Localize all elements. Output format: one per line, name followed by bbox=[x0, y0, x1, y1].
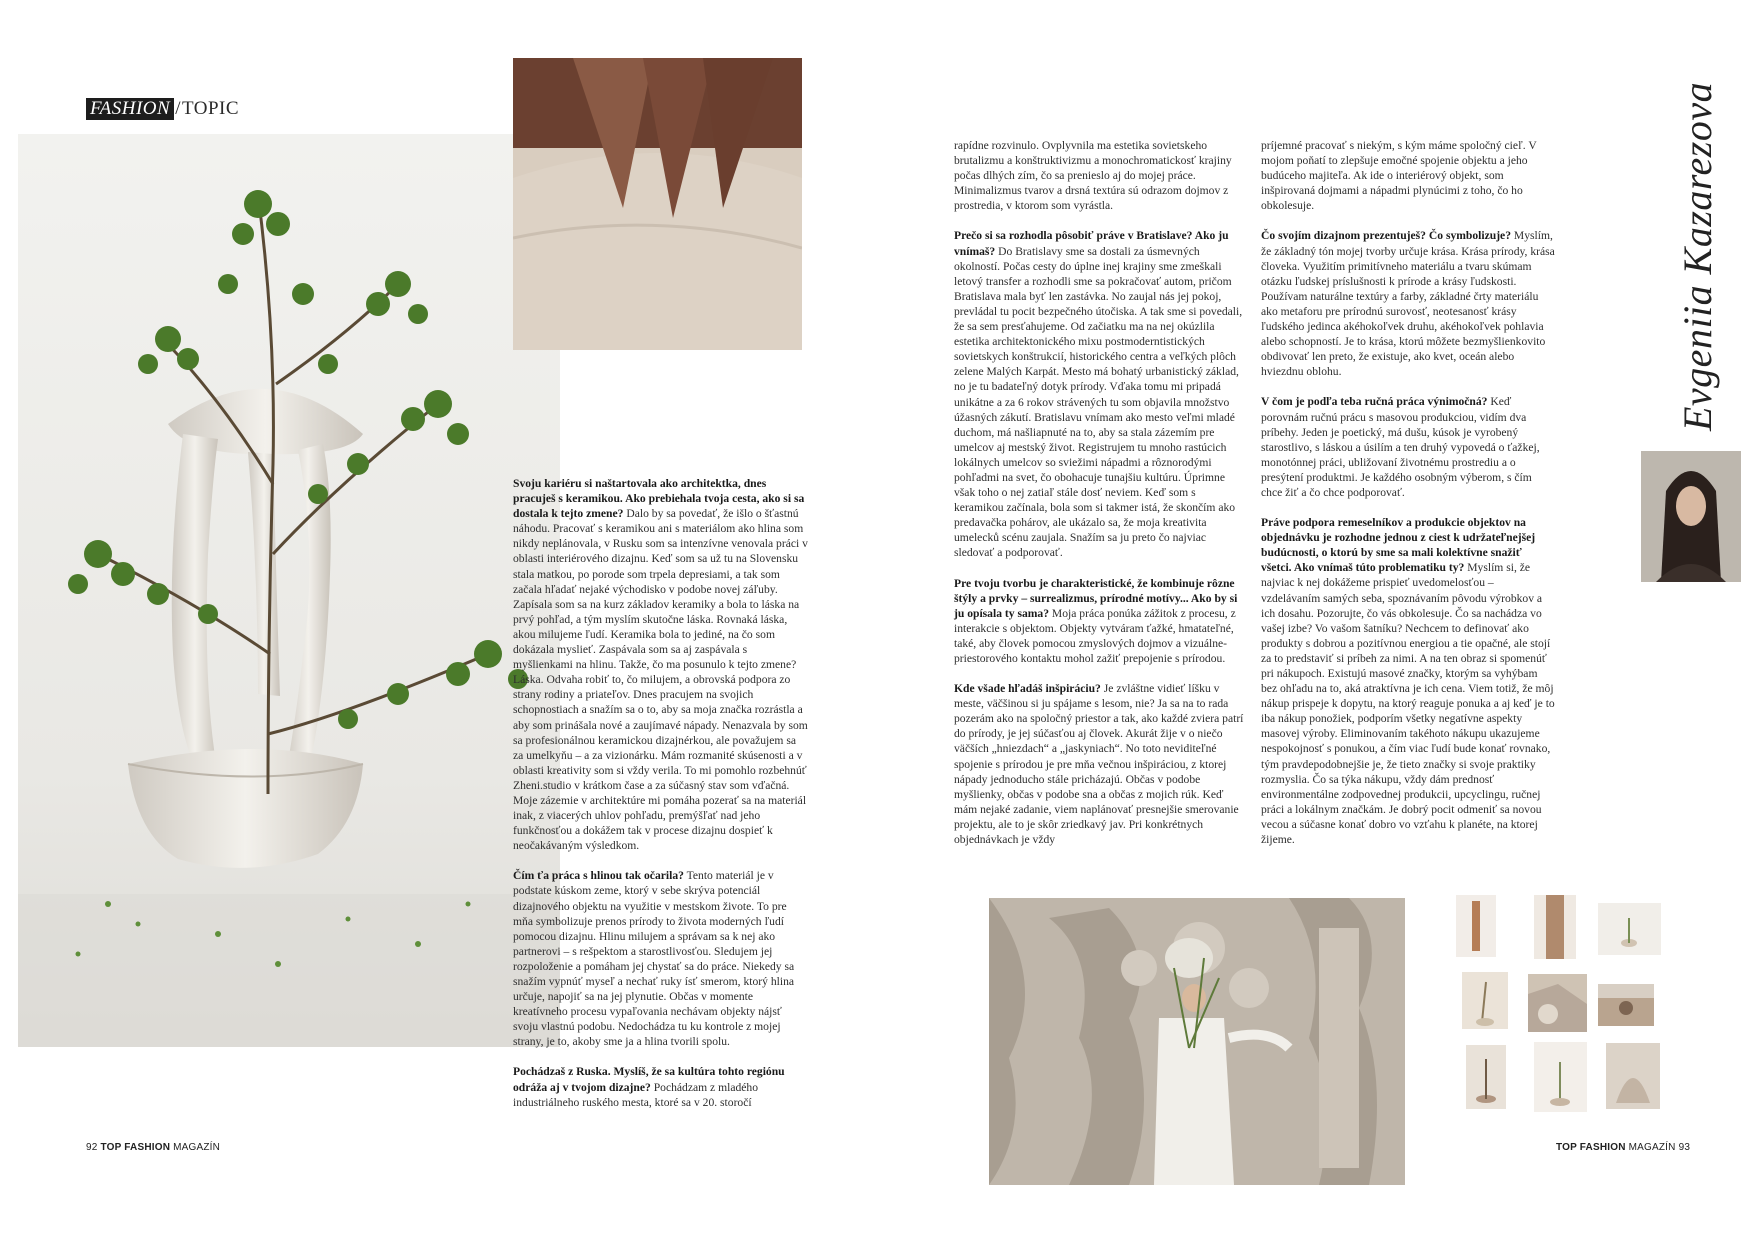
qa-block bbox=[1261, 394, 1555, 500]
answer-text: Myslím si, že najviac k nej dokážeme prispieť uvedomelosťou – vzdelávaním samých seba, spoznávaním pôvodu výrobkov a ich dosahu. Pozorujte, čo vás obkolesuje. Čo sa nachádza vo vašej izbe? Vo vašom šatníku? Nechcem to definovať ako produkty s dobrou a pozitívnou energiou a tie opačné, ale stojí za to predstaviť si príbeh za nimi. A na ten obraz si spomenúť pri nákupoch. Existujú masové značky, ktorým sa vyhýbam bez ohľadu na to, aká atraktívna je ich cena. Viem totiž, že môj nákup prispeje k dopytu, na ktorý reaguje ponuka a aj keď je to iba nákup ponožiek, podporím všetky negatívne aspekty masovej výroby. Eliminovaním takéhoto nákupu ukazujeme nespokojnosť s ponukou, a čím viac ľudí bude konať rovnako, tým pravdepodobnejšie je, že tieto značky si svoje praktiky rozmyslia. Čo sa týka nákupu, vždy dám prednosť environmentálne zodpovednej produkcii, upcyclingu, ručnej práci a lokálnym značkám. Je dobrý pocit odmeniť sa novou vecou a súčasne konať dobro vo vzťahu k planéte, na ktorej žijeme. bbox=[1261, 561, 1555, 847]
article-column-left bbox=[513, 476, 809, 1116]
answer-text: Pochádzam z mladého industriálneho ruského mesta, ktoré sa v 20. storočí bbox=[513, 1080, 759, 1109]
gallery-item bbox=[1534, 1042, 1587, 1112]
page-number: 92 bbox=[86, 1142, 98, 1153]
qa-block bbox=[954, 681, 1244, 847]
article-column-middle bbox=[954, 138, 1244, 863]
question-text: Čo svojím dizajnom prezentuješ? Čo symbolizuje? bbox=[1261, 229, 1511, 243]
qa-block bbox=[1261, 515, 1555, 847]
section-topic: TOPIC bbox=[182, 98, 240, 119]
relief-wall-photo bbox=[989, 898, 1405, 1185]
qa-block bbox=[954, 576, 1244, 667]
gallery-item bbox=[1462, 972, 1508, 1029]
qa-block bbox=[1261, 228, 1555, 379]
answer-text: Je zvláštne vidieť líšku v meste, väčšinou si ju spájame s lesom, nie? Ja sa na to rada pozerám ako na spoločný priestor a tak, ako každé zviera patrí do prírody, je jej súčasťou aj človek. Akurát žije v o niečo väčších „hniezdach“ a „jaskyniach“. No toto neviditeľné spojenie s prírodou je pre mňa večnou inšpiráciou, z ktorej nápady jednoducho stále pricházajú. Občas v podobe myšlienky, občas v podobe sna a občas z mojich rúk. Keď mám nejaké zadanie, viem naplánovať presnejšie smerovanie projektu, ale to je skôr zriedkavý jav. Pri konkrétnych objednávkach je vždy bbox=[954, 682, 1244, 847]
designer-name-text: Evgeniia Kazarezova bbox=[1675, 81, 1720, 431]
gallery-item bbox=[1466, 1045, 1506, 1109]
qa-block bbox=[513, 476, 809, 853]
footer-right bbox=[1556, 1142, 1690, 1153]
designer-name bbox=[1662, 81, 1722, 436]
qa-block bbox=[954, 228, 1244, 560]
section-label bbox=[86, 98, 239, 120]
qa-block bbox=[954, 138, 1244, 213]
question-text: Pre tvoju tvorbu je charakteristické, že kombinuje rôzne štýly a prvky – surrealizmus, prírodné motívy... Ako by si ju opísala ty sama? bbox=[954, 576, 1238, 620]
answer-text: Do Bratislavy sme sa dostali za úsmevných okolností. Počas cesty do úplne inej krajiny sme zmeškali letový transfer a rozhodli sme sa pokračovať autom, pričom Bratislava mala byť len zastávka. No zaujal nás jej pokoj, prevládal tu pocit bezpečného útočiska. A tak sme si povedali, že sa sem presťahujeme. Od začiatku ma na nej okúzlila estetika architektonického mixu postmoderntistických sovietskych konštrukcií, historického centra a veľkých plôch zelene Malých Karpát. Mesto má bohatý urbanistický základ, no je tu badateľný dotyk prírody. Vďaka tomu mi pripadá unikátne a za 6 rokov strávených tu som objavila množstvo úžasných zákutí. Bratislavu vnímam ako mesto veľmi mladé duchom, má našliapnuté na to, aby sa stala zázemím pre umelcov aj mestský život. Registrujem tu mnoho rastúcich lokálnych umelcov so sviežimi nápadmi a rôznorodými pohľadmi na svet, čo obohacuje tunajšiu kultúru. Úprimne však toho o nej zatiaľ stále dosť neviem. Keď som s keramikou začínala, bola som si takmer istá, že skončím ako predavačka pohárov, ale ukázalo sa, že moja kreativita umelecků scénu zaujala. Snažím sa ju preto čo najviac sledovať a podporovať. bbox=[954, 244, 1243, 560]
question-text: Práve podpora remeselníkov a produkcie objektov na objednávku je rozhodne jednou z ciest k udržateľnejšej budúcnosti, o ktorú by sme sa mali kolektívne snažiť všetci. Ako vnímaš túto problematiku ty? bbox=[1261, 516, 1536, 575]
footer-left bbox=[86, 1142, 220, 1153]
magazine-suffix: MAGAZÍN bbox=[1628, 1142, 1676, 1153]
ceramic-sculpture-photo bbox=[18, 134, 560, 1047]
question-text: Kde všade hľadáš inšpiráciu? bbox=[954, 682, 1101, 696]
designer-portrait bbox=[1641, 451, 1741, 582]
gallery-item bbox=[1528, 974, 1587, 1032]
answer-text: Moja práca ponúka zážitok z procesu, z interakcie s objektom. Objekty vytváram ťažké, hmatateľné, také, aby človek pomocou zmyslových dojmov a vizuálne-priestorového kontaktu mohol zažiť prepojenie s prírodou. bbox=[954, 606, 1236, 665]
page-number: 93 bbox=[1678, 1142, 1691, 1153]
answer-text: Myslím, že základný tón mojej tvorby určuje krása. Krása prírody, krása človeka. Využitím primitívneho materiálu a tvaru skúmam otázku ľudskej príslušnosti k prírode a krásy ľudskosti. Používam naturálne textúry a farby, základné črty materiálu ako metaforu pre prírodnú surovosť, neotesanosť krásy ľudského jedinca akéhokoľvek druhu, akéhokoľvek pohlavia alebo schopností. Je to krása, ktorú môžete bezmyšlienkovito obdivovať len preto, že existuje, ako kvet, oceán alebo hviezdnu oblohu. bbox=[1261, 229, 1555, 379]
question-text: Svoju kariéru si naštartovala ako architektka, dnes pracuješ s keramikou. Ako prebiehala tvoja cesta, ako si sa dostala k tejto zmene? bbox=[513, 477, 805, 521]
magazine-suffix: MAGAZÍN bbox=[173, 1142, 221, 1153]
question-text: Čím ťa práca s hlinou tak očarila? bbox=[513, 869, 684, 883]
gallery-item bbox=[1598, 984, 1654, 1026]
gallery-item bbox=[1598, 903, 1661, 955]
ceramic-closeup-photo bbox=[513, 58, 802, 350]
gallery-item bbox=[1606, 1043, 1660, 1109]
gallery-item bbox=[1456, 895, 1496, 957]
gallery-item bbox=[1534, 895, 1576, 959]
section-highlight: FASHION bbox=[86, 98, 174, 120]
article-column-right bbox=[1261, 138, 1555, 863]
answer-text: Tento materiál je v podstate kúskom zeme, ktorý v sebe skrýva potenciál dizajnového objektu na využitie v mestskom živote. To pre mňa symbolizuje prenos prírody to života moderných ľudí pomocou dizajnu. Hlinu milujem a správam sa k nej ako partnerovi – s rešpektom a starostlivosťou. Sledujem jej rozpoloženie a pomáham jej chystať sa do práce. Niekedy sa snažím vypnúť myseľ a nechať ruky ísť smerom, ktorý hlina určuje, napojiť sa na jej plynutie. Občas v momente kreatívneho procesu vypaľovania nechávam objekty nájsť svoju vlastnú podobu. Nedochádza tu ku kontrole z mojej strany, je to, akoby sme ja a hlina tvorili spolu. bbox=[513, 869, 795, 1049]
answer-text: rapídne rozvinulo. Ovplyvnila ma estetika sovietskeho brutalizmu a konštruktivizmu a monochromatickosť krajiny počas dlhých zím, čo sa prenieslo aj do mojej práce. Minimalizmus tvarov a drsná textúra sú odrazom dojmov z prostredia, v ktorom som vyrástla. bbox=[954, 139, 1232, 213]
qa-block bbox=[513, 1064, 809, 1109]
qa-block bbox=[513, 868, 809, 1049]
qa-block bbox=[1261, 138, 1555, 213]
question-text: V čom je podľa teba ručná práca výnimočná? bbox=[1261, 395, 1488, 409]
answer-text: príjemné pracovať s niekým, s kým máme spoločný cieľ. V mojom poňatí to zlepšuje emočné spojenie objektu a jeho budúceho majiteľa. Ak ide o interiérový objekt, som inšpirovaná dojmami a nápadmi plynúcimi z toho, čo ho obkolesuje. bbox=[1261, 139, 1537, 213]
answer-text: Keď porovnám ručnú prácu s masovou produkciou, vidím dva príbehy. Jeden je poetický, má dušu, kúsok je vyrobený starostlivo, s láskou a úsilím a ten druhý vypovedá o ťažkej, monotónnej práci, ubližovaní životnému prostrediu a o presýtení produktmi. Je každého osobným výberom, s čím chce žiť a čo chce podporovať. bbox=[1261, 395, 1540, 499]
question-text: Prečo si sa rozhodla pôsobiť práve v Bratislave? Ako ju vnímaš? bbox=[954, 229, 1229, 258]
magazine-brand: TOP FASHION bbox=[1556, 1142, 1626, 1153]
section-separator: / bbox=[175, 98, 181, 119]
magazine-brand: TOP FASHION bbox=[100, 1142, 171, 1153]
question-text: Pochádzaš z Ruska. Myslíš, že sa kultúra tohto regiónu odráža aj v tvojom dizajne? bbox=[513, 1065, 785, 1094]
answer-text: Dalo by sa povedať, že išlo o šťastnú náhodu. Pracovať s keramikou ani s materiálom ako hlina som nikdy neplánovala, v Rusku som sa intenzívne venovala práci v oblasti interiérového dizajnu. Keď som sa už tu na Slovensku stala matkou, po porode som trpela depresiami, a tak som začala hľadať nejaké východisko v podobe novej záľuby. Zapísala som sa na kurz základov keramiky a bola to láska na prvý pohľad, a tým myslím skutočne láska. Rovnaká láska, akou milujeme ľudí. Keramika bola to jediné, na čo som dokázala myslieť. Zaspávala som sa aj zaspávala s myšlienkami na hlinu. Takže, čo ma posunulo k tejto zmene? Láska. Odvaha robiť to, čo milujem, a obrovská podpora zo strany rodiny a priateľov. Dnes pracujem na svojich schopnostiach a snažím sa o to, aby sa moja značka rozrástla a aby som prinášala nové a zaujímavé nápady. Nenazvala by som sa profesionálnou keramickou dizajnérkou, ale považujem sa za umelkyňu – a za vizionárku. Mám rozmanité skúsenosti a v oblasti kreativity som si vždy verila. To mi pomohlo rozbehnúť Zheni.studio v krátkom čase a za súčasný stav som vďačná. Moje zázemie v architektúre mi pomáha pozerať sa na materiál inak, z viacerých uhlov pohľadu, premýšľať nad jeho funkčnosťou a dokážem tak v procese dizajnu dospieť k neočakávaným výsledkom. bbox=[513, 507, 808, 853]
